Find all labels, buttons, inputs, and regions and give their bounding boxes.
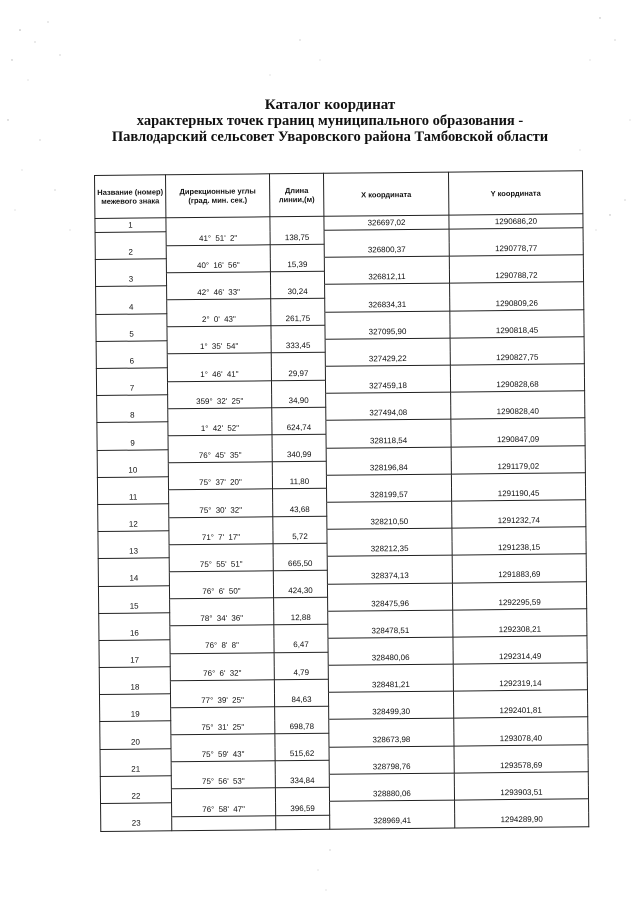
empty-cell <box>270 216 324 231</box>
x-coordinate-cell: 326697,02 <box>324 215 449 230</box>
empty-cell <box>170 625 274 640</box>
empty-cell <box>95 259 166 273</box>
empty-cell <box>101 803 172 817</box>
y-coordinate-cell: 1292401,81 <box>454 704 588 719</box>
empty-cell <box>328 637 453 652</box>
line-length-cell: 396,59 <box>276 801 330 815</box>
point-name-cell: 14 <box>98 572 169 586</box>
line-length-cell: 138,75 <box>270 230 324 244</box>
empty-cell <box>98 558 169 572</box>
header-x: X координата <box>323 172 448 216</box>
point-name-cell: 6 <box>96 354 167 368</box>
bearing-angle-cell: 41° 51' 2" <box>166 231 270 246</box>
point-name-cell: 9 <box>97 436 168 450</box>
x-coordinate-cell: 328475,96 <box>328 596 453 611</box>
empty-cell <box>452 554 586 569</box>
bearing-angle-cell: 75° 31' 25" <box>171 720 275 735</box>
x-coordinate-cell: 328499,30 <box>329 705 454 720</box>
y-coordinate-cell: 1290827,75 <box>450 350 584 365</box>
empty-cell <box>449 228 583 243</box>
empty-cell <box>99 667 170 681</box>
y-coordinate-cell: 1291190,45 <box>452 486 586 501</box>
x-coordinate-cell: 326800,37 <box>324 243 449 258</box>
empty-cell <box>326 419 451 434</box>
coordinates-table-wrapper <box>94 170 588 830</box>
empty-cell <box>168 462 272 477</box>
title-line-1: Каталог координат <box>264 97 396 113</box>
line-length-cell: 340,99 <box>272 448 326 462</box>
line-length-cell: 29,97 <box>271 366 325 380</box>
point-name-cell: 1 <box>95 218 166 233</box>
empty-cell <box>170 679 274 694</box>
line-length-cell: 5,72 <box>273 529 327 543</box>
table-body <box>95 214 589 831</box>
header-name: Название (номер) межевого знака <box>95 175 166 219</box>
empty-cell <box>271 298 325 312</box>
empty-cell <box>166 244 270 259</box>
bearing-angle-cell: 76° 8' 8" <box>170 639 274 654</box>
y-coordinate-cell: 1292314,49 <box>453 649 587 664</box>
y-coordinate-cell: 1290778,77 <box>449 241 583 256</box>
empty-cell <box>273 570 327 584</box>
empty-cell <box>275 733 329 747</box>
empty-cell <box>274 597 328 611</box>
y-coordinate-cell: 1290828,68 <box>450 377 584 392</box>
empty-cell <box>324 256 449 271</box>
bearing-angle-cell: 75° 30' 32" <box>169 503 273 518</box>
y-coordinate-cell: 1293903,51 <box>454 785 588 800</box>
empty-cell <box>329 773 454 788</box>
empty-cell <box>328 664 453 679</box>
point-name-cell: 20 <box>100 735 171 749</box>
empty-cell <box>327 501 452 516</box>
point-name-cell: 2 <box>95 245 166 259</box>
empty-cell <box>168 408 272 423</box>
empty-cell <box>272 461 326 475</box>
empty-cell <box>272 434 326 448</box>
line-length-cell: 15,39 <box>270 258 324 272</box>
line-length-cell: 12,88 <box>274 611 328 625</box>
y-coordinate-cell: 1290818,45 <box>450 323 584 338</box>
x-coordinate-cell: 328481,21 <box>328 678 453 693</box>
empty-cell <box>169 516 273 531</box>
header-y: Y координата <box>448 171 582 215</box>
x-coordinate-cell: 326812,11 <box>324 270 449 285</box>
x-coordinate-cell: 327459,18 <box>325 379 450 394</box>
point-name-cell: 12 <box>98 517 169 531</box>
empty-cell <box>274 625 328 639</box>
point-name-cell: 16 <box>99 626 170 640</box>
empty-cell <box>97 477 168 491</box>
empty-cell <box>325 338 450 353</box>
y-coordinate-cell: 1293078,40 <box>454 731 588 746</box>
empty-cell <box>99 640 170 654</box>
empty-cell <box>455 799 589 814</box>
empty-cell <box>272 407 326 421</box>
line-length-cell: 424,30 <box>273 584 327 598</box>
point-name-cell: 10 <box>97 463 168 477</box>
empty-cell <box>271 380 325 394</box>
empty-cell <box>169 489 273 504</box>
empty-cell <box>96 341 167 355</box>
x-coordinate-cell: 328196,84 <box>326 460 451 475</box>
empty-cell <box>273 543 327 557</box>
point-name-cell: 4 <box>96 300 167 314</box>
bearing-angle-cell: 2° 0' 43" <box>167 312 271 327</box>
line-length-cell: 4,79 <box>274 665 328 679</box>
empty-cell <box>98 531 169 545</box>
y-coordinate-cell: 1291232,74 <box>452 513 586 528</box>
line-length-cell: 11,80 <box>272 475 326 489</box>
empty-cell <box>450 337 584 352</box>
empty-cell <box>274 679 328 693</box>
x-coordinate-cell: 328798,76 <box>329 759 454 774</box>
point-name-cell: 3 <box>95 273 166 287</box>
bearing-angle-cell: 77° 39' 25" <box>170 693 274 708</box>
bearing-angle-cell: 75° 37' 20" <box>168 476 272 491</box>
empty-cell <box>453 636 587 651</box>
coordinates-table <box>94 170 589 831</box>
point-name-cell: 7 <box>96 381 167 395</box>
y-coordinate-cell: 1291238,15 <box>452 541 586 556</box>
line-length-cell: 34,90 <box>272 394 326 408</box>
empty-cell <box>270 271 324 285</box>
empty-cell <box>451 418 585 433</box>
y-coordinate-cell: 1292295,59 <box>453 595 587 610</box>
point-name-cell: 18 <box>99 680 170 694</box>
x-coordinate-cell: 328212,35 <box>327 542 452 557</box>
line-length-cell: 43,68 <box>273 502 327 516</box>
y-coordinate-cell: 1290788,72 <box>449 269 583 284</box>
empty-cell <box>271 326 325 340</box>
empty-cell <box>99 613 170 627</box>
bearing-angle-cell: 1° 42' 52" <box>168 421 272 436</box>
empty-cell <box>325 311 450 326</box>
empty-cell <box>450 364 584 379</box>
empty-cell <box>327 555 452 570</box>
empty-cell <box>325 284 450 299</box>
empty-cell <box>171 734 275 749</box>
empty-cell <box>451 445 585 460</box>
empty-cell <box>273 489 327 503</box>
empty-cell <box>452 527 586 542</box>
empty-cell <box>172 815 276 830</box>
bearing-angle-cell: 76° 6' 32" <box>170 666 274 681</box>
empty-cell <box>171 761 275 776</box>
empty-cell <box>327 528 452 543</box>
empty-cell <box>451 473 585 488</box>
bearing-angle-cell: 1° 35' 54" <box>167 340 271 355</box>
empty-cell <box>453 609 587 624</box>
bearing-angle-cell: 76° 6' 50" <box>169 584 273 599</box>
empty-cell <box>166 217 270 232</box>
x-coordinate-cell: 327494,08 <box>326 406 451 421</box>
bearing-angle-cell: 76° 58' 47" <box>172 802 276 817</box>
header-angle: Дирекционные углы (град. мин. сек.) <box>166 174 270 218</box>
y-coordinate-cell: 1292308,21 <box>453 622 587 637</box>
empty-cell <box>166 272 270 287</box>
empty-cell <box>167 380 271 395</box>
empty-cell <box>453 690 587 705</box>
x-coordinate-cell: 328210,50 <box>327 515 452 530</box>
x-coordinate-cell: 328480,06 <box>328 651 453 666</box>
empty-cell <box>97 395 168 409</box>
bearing-angle-cell: 71° 7' 17" <box>169 530 273 545</box>
empty-cell <box>167 353 271 368</box>
empty-cell <box>329 719 454 734</box>
y-coordinate-cell: 1292319,14 <box>453 676 587 691</box>
empty-cell <box>450 282 584 297</box>
x-coordinate-cell: 328969,41 <box>330 814 455 829</box>
empty-cell <box>271 353 325 367</box>
empty-cell <box>96 368 167 382</box>
empty-cell <box>97 449 168 463</box>
line-length-cell: 698,78 <box>275 720 329 734</box>
empty-cell <box>325 365 450 380</box>
line-length-cell: 84,63 <box>274 693 328 707</box>
empty-cell <box>329 746 454 761</box>
bearing-angle-cell: 76° 45' 35" <box>168 448 272 463</box>
x-coordinate-cell: 326834,31 <box>325 297 450 312</box>
empty-cell <box>270 244 324 258</box>
empty-cell <box>450 309 584 324</box>
empty-cell <box>274 652 328 666</box>
empty-cell <box>97 422 168 436</box>
empty-cell <box>454 772 588 787</box>
bearing-angle-cell: 75° 59' 43" <box>171 747 275 762</box>
empty-cell <box>275 788 329 802</box>
bearing-angle-cell: 40° 16' 56" <box>166 258 270 273</box>
empty-cell <box>452 500 586 515</box>
empty-cell <box>168 435 272 450</box>
line-length-cell: 261,75 <box>271 312 325 326</box>
empty-cell <box>169 571 273 586</box>
empty-cell <box>328 610 453 625</box>
empty-cell <box>170 598 274 613</box>
point-name-cell: 15 <box>99 599 170 613</box>
line-length-cell: 515,62 <box>275 747 329 761</box>
empty-cell <box>451 391 585 406</box>
line-length-cell: 333,45 <box>271 339 325 353</box>
point-name-cell: 22 <box>100 789 171 803</box>
empty-cell <box>100 776 171 790</box>
title-line-3: Павлодарский сельсовет Уваровского района Тамбовской области <box>111 129 549 145</box>
empty-cell <box>96 286 167 300</box>
empty-cell <box>99 694 170 708</box>
empty-cell <box>454 744 588 759</box>
empty-cell <box>275 706 329 720</box>
empty-cell <box>171 707 275 722</box>
x-coordinate-cell: 328374,13 <box>327 569 452 584</box>
empty-cell <box>453 663 587 678</box>
empty-cell <box>449 255 583 270</box>
empty-cell <box>98 504 169 518</box>
point-name-cell: 13 <box>98 545 169 559</box>
bearing-angle-cell: 75° 55' 51" <box>169 557 273 572</box>
empty-cell <box>171 788 275 803</box>
point-name-cell: 17 <box>99 653 170 667</box>
empty-cell <box>169 544 273 559</box>
empty-cell <box>326 392 451 407</box>
point-name-cell: 23 <box>101 816 172 831</box>
empty-cell <box>275 761 329 775</box>
line-length-cell: 665,50 <box>273 557 327 571</box>
bearing-angle-cell: 1° 46' 41" <box>167 367 271 382</box>
empty-cell <box>273 516 327 530</box>
empty-cell <box>327 583 452 598</box>
empty-cell <box>330 800 455 815</box>
empty-cell <box>167 299 271 314</box>
point-name-cell: 21 <box>100 762 171 776</box>
x-coordinate-cell: 328478,51 <box>328 623 453 638</box>
point-name-cell: 11 <box>98 490 169 504</box>
empty-cell <box>100 748 171 762</box>
empty-cell <box>324 229 449 244</box>
bearing-angle-cell: 75° 56' 53" <box>171 775 275 790</box>
empty-cell <box>276 815 330 830</box>
point-name-cell: 8 <box>97 409 168 423</box>
empty-cell <box>96 313 167 327</box>
y-coordinate-cell: 1293578,69 <box>454 758 588 773</box>
y-coordinate-cell: 1291179,02 <box>451 459 585 474</box>
bearing-angle-cell: 359° 32' 25" <box>168 394 272 409</box>
y-coordinate-cell: 1290828,40 <box>451 405 585 420</box>
y-coordinate-cell: 1290847,09 <box>451 432 585 447</box>
empty-cell <box>100 721 171 735</box>
y-coordinate-cell: 1294289,90 <box>455 812 589 827</box>
x-coordinate-cell: 328199,57 <box>327 487 452 502</box>
bearing-angle-cell: 78° 34' 36" <box>170 612 274 627</box>
x-coordinate-cell: 327095,90 <box>325 324 450 339</box>
header-length: Длина линии,(м) <box>269 173 323 217</box>
x-coordinate-cell: 327429,22 <box>325 352 450 367</box>
point-name-cell: 5 <box>96 327 167 341</box>
x-coordinate-cell: 328673,98 <box>329 732 454 747</box>
line-length-cell: 30,24 <box>271 285 325 299</box>
empty-cell <box>452 581 586 596</box>
empty-cell <box>170 652 274 667</box>
empty-cell <box>95 232 166 246</box>
y-coordinate-cell: 1291883,69 <box>452 568 586 583</box>
y-coordinate-cell: 1290809,26 <box>450 296 584 311</box>
empty-cell <box>98 585 169 599</box>
line-length-cell: 334,84 <box>275 774 329 788</box>
bearing-angle-cell: 42° 46' 33" <box>167 285 271 300</box>
empty-cell <box>454 717 588 732</box>
empty-cell <box>326 474 451 489</box>
x-coordinate-cell: 328118,54 <box>326 433 451 448</box>
table-header-row <box>95 171 583 219</box>
title-line-2: характерных точек границ муниципального образования - <box>136 113 524 129</box>
point-name-cell: 19 <box>100 708 171 722</box>
y-coordinate-cell: 1290686,20 <box>449 214 583 229</box>
empty-cell <box>167 326 271 341</box>
empty-cell <box>328 691 453 706</box>
line-length-cell: 6,47 <box>274 638 328 652</box>
document-title <box>40 97 620 145</box>
line-length-cell: 624,74 <box>272 421 326 435</box>
x-coordinate-cell: 328880,06 <box>329 787 454 802</box>
empty-cell <box>326 447 451 462</box>
